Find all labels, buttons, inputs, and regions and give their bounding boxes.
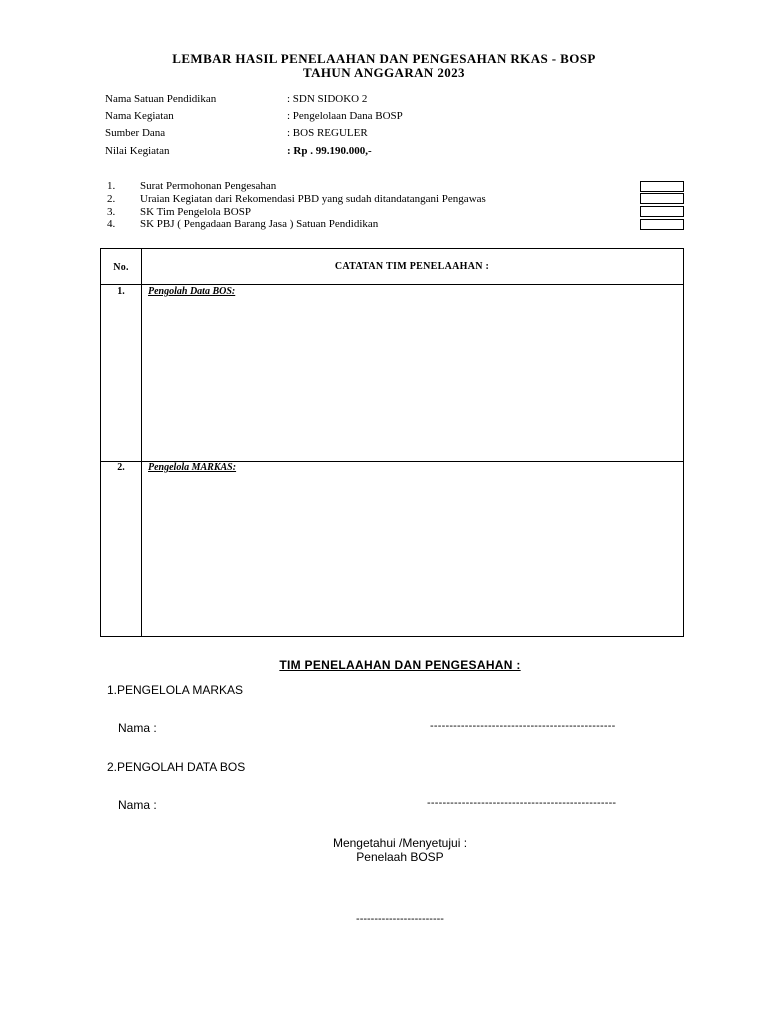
member2-signature-line: -------------------------------------------------	[427, 797, 617, 809]
info-label-fund-source: Sumber Dana	[105, 127, 166, 139]
review-notes-table	[100, 248, 684, 637]
member2-name-label: Nama :	[118, 798, 157, 812]
table-row-number: 2.	[117, 462, 125, 473]
checklist-number: 1.	[107, 180, 116, 192]
checklist-number: 4.	[107, 218, 116, 230]
checklist-box-4[interactable]	[640, 219, 684, 230]
checklist-item-text: SK PBJ ( Pengadaan Barang Jasa ) Satuan Pendidikan	[140, 218, 379, 230]
table-header-divider	[101, 284, 683, 285]
checklist-box-3[interactable]	[640, 206, 684, 217]
table-column-divider	[141, 249, 142, 636]
table-header-notes: CATATAN TIM PENELAAHAN :	[334, 261, 490, 272]
checklist-box-1[interactable]	[640, 181, 684, 192]
approval-line1: Mengetahui /Menyetujui :	[332, 836, 468, 850]
info-label-activity: Nama Kegiatan	[105, 110, 174, 122]
checklist-item-text: Surat Permohonan Pengesahan	[140, 180, 277, 192]
approval-signature-line: ------------------------	[356, 913, 444, 925]
info-value-activity: : Pengelolaan Dana BOSP	[287, 110, 403, 122]
member1-signature-line: ------------------------------------------------	[430, 720, 616, 732]
info-value-school: : SDN SIDOKO 2	[287, 93, 368, 105]
team-heading: TIM PENELAAHAN DAN PENGESAHAN :	[279, 658, 521, 672]
info-value-fund-source: : BOS REGULER	[287, 127, 368, 139]
table-header-no: No.	[113, 262, 129, 273]
document-title: LEMBAR HASIL PENELAAHAN DAN PENGESAHAN RKAS - BOSP	[172, 51, 596, 66]
checklist-number: 3.	[107, 206, 116, 218]
member2-title: 2.PENGOLAH DATA BOS	[107, 760, 246, 774]
member1-name-label: Nama :	[118, 721, 157, 735]
checklist-number: 2.	[107, 193, 116, 205]
member1-title: 1.PENGELOLA MARKAS	[107, 683, 244, 697]
info-value-amount: : Rp . 99.190.000,-	[287, 145, 372, 157]
checklist-item-text: Uraian Kegiatan dari Rekomendasi PBD yang sudah ditandatangani Pengawas	[140, 193, 486, 205]
checklist-item-text: SK Tim Pengelola BOSP	[140, 206, 251, 218]
checklist-box-2[interactable]	[640, 193, 684, 204]
table-row-number: 1.	[117, 286, 125, 297]
table-row-label: Pengolah Data BOS:	[148, 286, 236, 297]
document-year: TAHUN ANGGARAN 2023	[303, 65, 465, 80]
table-row-label: Pengelola MARKAS:	[148, 462, 237, 473]
info-label-amount: Nilai Kegiatan	[105, 145, 170, 157]
approval-line2: Penelaah BOSP	[356, 850, 444, 864]
info-label-school: Nama Satuan Pendidikan	[105, 93, 217, 105]
